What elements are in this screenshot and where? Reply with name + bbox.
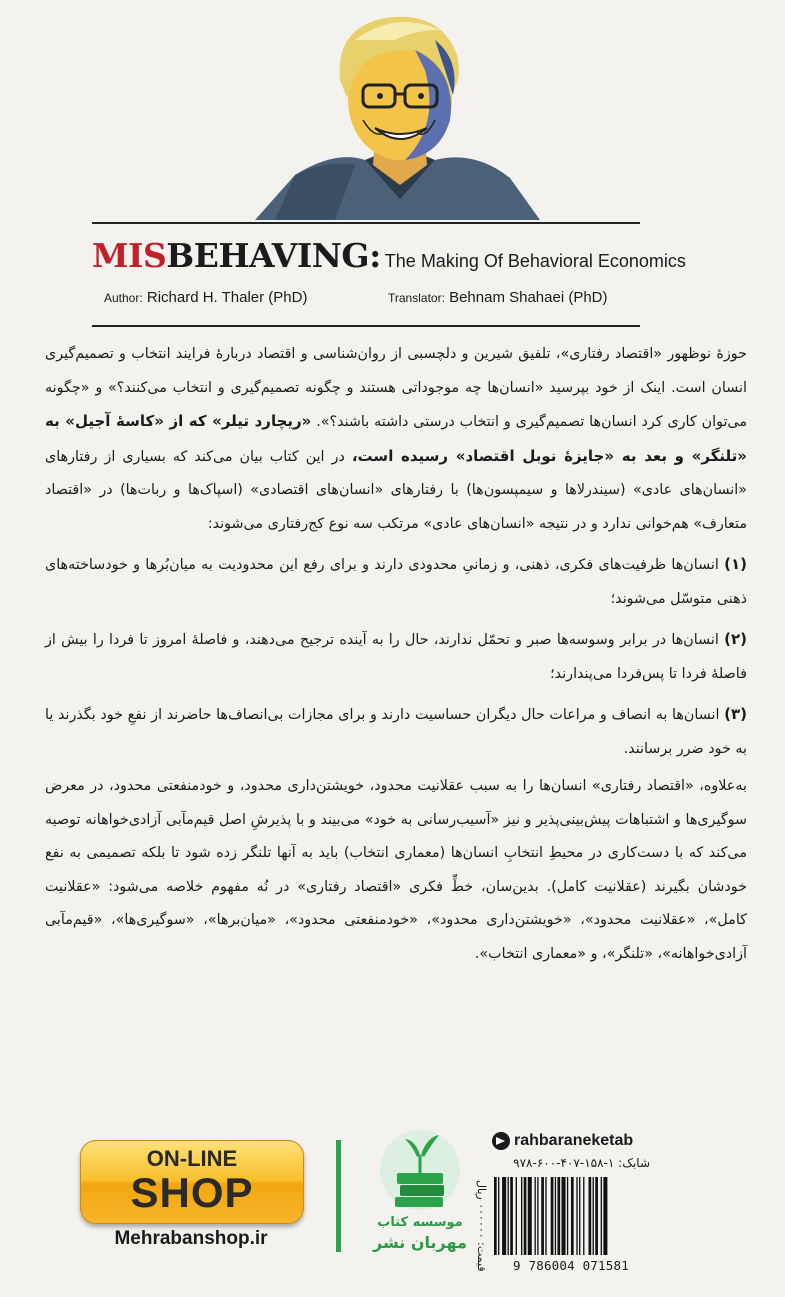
translator-label: Translator: bbox=[388, 291, 445, 305]
telegram-handle-text: rahbaraneketab bbox=[514, 1132, 634, 1149]
shop-line-2: SHOP bbox=[130, 1169, 254, 1216]
list-item-text: انسان‌ها در برابر وسوسه‌ها صبر و تحمّل ندارند، حال را به آینده ترجیح می‌دهند، و فاصلهٔ امروز تا فردا را بیش از فاصلهٔ فردا تا پس‌فردا می‌پندارند؛ bbox=[45, 632, 747, 682]
title-red-part: MIS bbox=[92, 236, 167, 275]
header-top-rule bbox=[92, 222, 640, 224]
author-credit bbox=[104, 289, 307, 306]
list-item bbox=[45, 548, 747, 616]
barcode-icon bbox=[490, 1175, 652, 1257]
publisher-logo-icon bbox=[375, 1125, 465, 1215]
author-name: Richard H. Thaler (PhD) bbox=[146, 289, 308, 306]
conclusion-paragraph: به‌علاوه، «اقتصاد رفتاری» انسان‌ها را به سبب عقلانیت محدود، خویشتن‌داری محدود، و خودمنفعتی محدود، در معرض سوگیری‌ها و اشتباهات پیش‌بینی‌پذیر و نیز «آسیب‌رسانی به خود» می‌بیند و با پذیرشِ اصل قیم‌مآبی آزادی‌خواهانه توصیه می‌کند که با دست‌کاری در محیطِ انتخابِ انسان‌ها (معماری انتخاب) باید به آنها تلنگر زده شود تا بلکه تصمیمی به نفع خودشان بگیرند (عقلانیت کامل). بدین‌سان، خطِّ فکری «اقتصاد رفتاری» در نُه مفهوم خلاصه می‌شود: «عقلانیت کامل»، «عقلانیت محدود»، «خویشتن‌داری محدود»، «خودمنفعتی محدود»، «میان‌برها»، «سوگیری‌ها»، «قیم‌مآبی آزادی‌خواهانه»، «تلنگر»، و «معماری انتخاب». bbox=[45, 778, 747, 962]
intro-bold-text: «ریچارد تیلر» که از «کاسهٔ آجیل» به «تلنگر» و بعد به «جایزهٔ نوبل اقتصاد» رسیده است، bbox=[45, 412, 747, 465]
back-cover-blurb bbox=[45, 338, 747, 971]
header-bottom-rule bbox=[92, 325, 640, 327]
book-subtitle: The Making Of Behavioral Economics bbox=[384, 251, 686, 271]
intro-paragraph bbox=[45, 338, 747, 541]
author-label: Author: bbox=[104, 291, 143, 305]
list-item bbox=[45, 698, 747, 766]
telegram-handle[interactable] bbox=[492, 1130, 652, 1152]
shop-url-link[interactable]: Mehrabanshop.ir bbox=[114, 1228, 268, 1249]
translator-credit bbox=[388, 289, 608, 306]
list-item-number: (۳) bbox=[724, 705, 748, 723]
translator-name: Behnam Shahaei (PhD) bbox=[449, 289, 608, 306]
isbn-text: شابک: ۱-۱۵۸-۴۰۷-۶۰۰-۹۷۸ bbox=[513, 1156, 650, 1170]
book-title bbox=[92, 236, 686, 280]
publisher-name-line-1: موسسه کتاب bbox=[377, 1215, 463, 1230]
footer-divider bbox=[336, 1140, 341, 1252]
intro-text-2: در این کتاب بیان می‌کند که بسیاری از رفتارهای «انسان‌های عادی» (سیندرلاها و سیمپسون‌ها) با رفتارهای «انسان‌های اقتصادی» (اسپاک‌ها و ربات‌ها) در «اقتصاد متعارف» هم‌خوانی ندارد و در نتیجه «انسان‌های عادی» مرتکب سه نوع کج‌رفتاری می‌شوند: bbox=[45, 448, 747, 532]
author-portrait-illustration bbox=[235, 0, 560, 220]
list-item bbox=[45, 623, 747, 691]
intro-text-1: حوزهٔ نوظهور «اقتصاد رفتاری»، تلفیق شیرین و دلچسبی از روان‌شناسی و اقتصاد دربارهٔ فرایند انتخاب و تصمیم‌گیری انسان است. اینک از خود بپرسید «انسان‌ها چه موجوداتی هستند و چگونه تصمیم‌گیری و انتخاب می‌کنند؟» و «چگونه می‌توان کاری کرد انسان‌ها تصمیم‌گیری و انتخاب درستی داشته باشند؟». bbox=[45, 346, 748, 430]
title-dark-part: BEHAVING: bbox=[166, 236, 381, 275]
list-item-text: انسان‌ها ظرفیت‌های فکری، ذهنی، و زمانیِ محدودی دارند و برای رفع این محدودیت به میان‌بُرها و خودساخته‌های ذهنی متوسّل می‌شوند؛ bbox=[45, 557, 747, 607]
list-item-text: انسان‌ها به انصاف و مراعات حال دیگران حساسیت دارند و برای مجازات بی‌انصاف‌ها حاضرند از نفعِ خود بگذرند یا به خود ضرر برسانند. bbox=[45, 707, 747, 757]
list-item-number: (۱) bbox=[724, 555, 747, 573]
publisher-name bbox=[355, 1213, 485, 1253]
price-text: قیمت: ۰۰۰۰۰۰ ریال bbox=[475, 1180, 488, 1272]
list-item-number: (۲) bbox=[724, 630, 747, 648]
barcode-number: 9 786004 071581 bbox=[513, 1258, 629, 1273]
online-shop-button[interactable] bbox=[80, 1140, 304, 1224]
shop-line-1: ON-LINE bbox=[146, 1146, 238, 1171]
telegram-icon bbox=[492, 1132, 510, 1150]
publisher-name-line-2: مهربان نشر bbox=[373, 1233, 467, 1252]
